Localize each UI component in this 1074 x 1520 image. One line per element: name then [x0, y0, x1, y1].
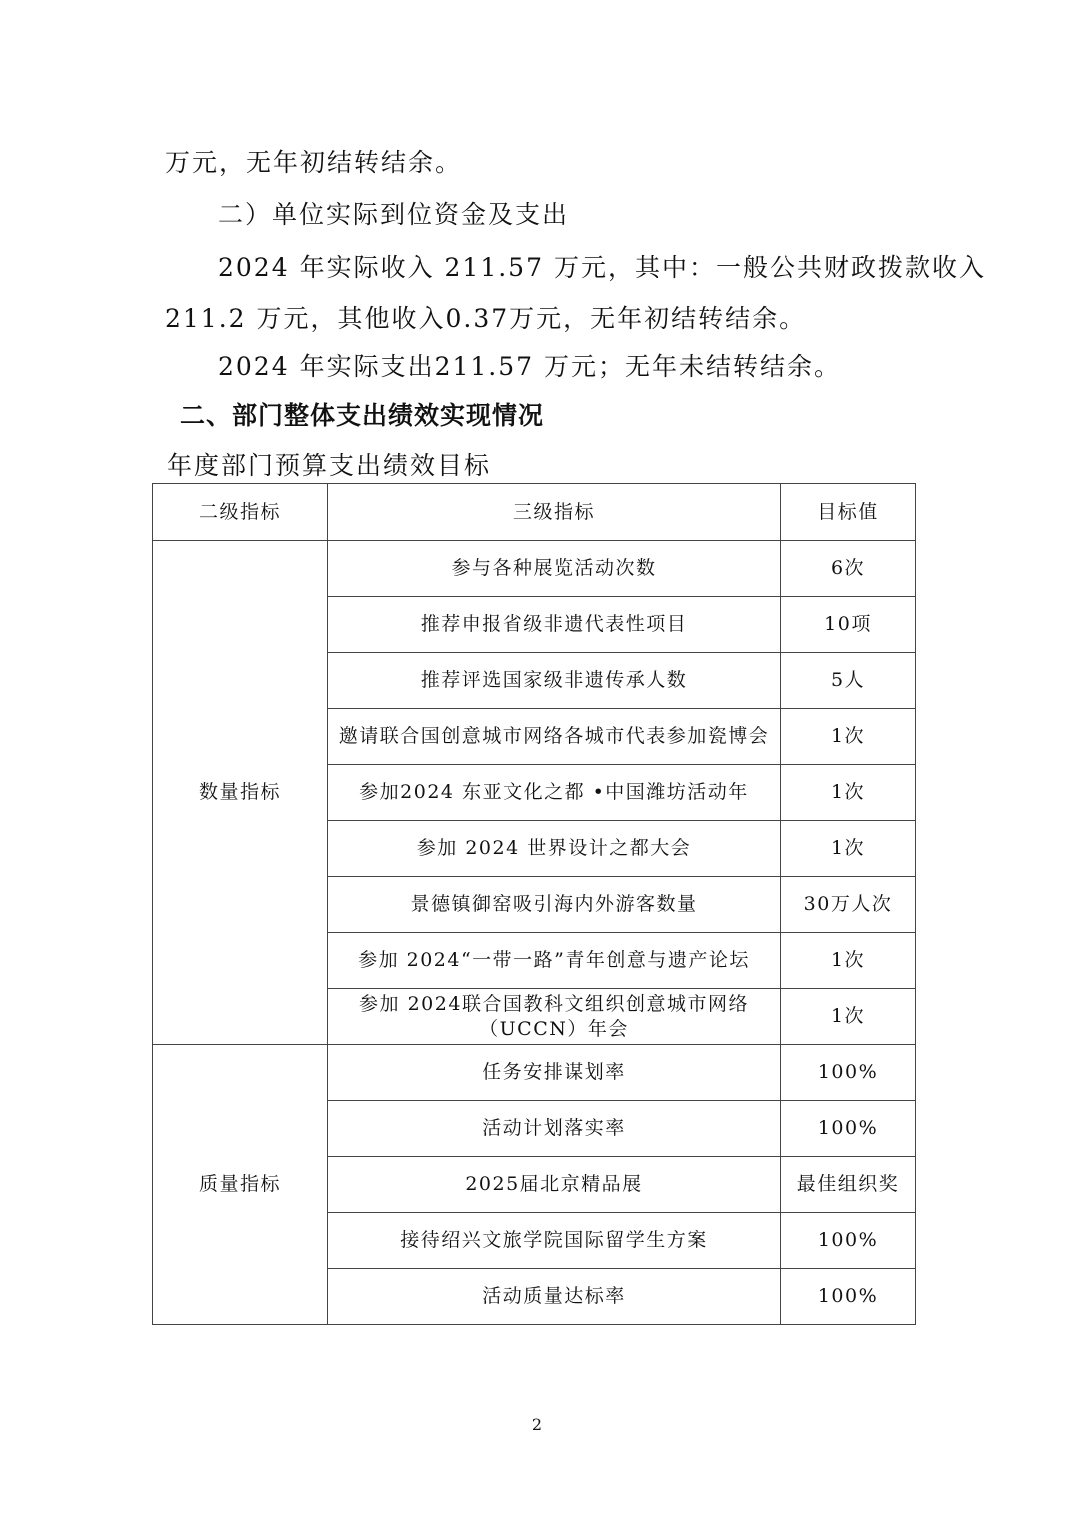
paragraph-carryover: 万元，无年初结转结余。 [165, 148, 463, 177]
target-cell: 5人 [781, 653, 916, 709]
header-level3: 三级指标 [328, 484, 781, 541]
table-row [153, 541, 916, 597]
group-label-quality: 质量指标 [153, 1045, 328, 1325]
paragraph-expenditure: 2024 年实际支出211.57 万元；无年未结转结余。 [218, 352, 841, 381]
level3-cell: 参加2024 东亚文化之都 •中国潍坊活动年 [328, 765, 781, 821]
target-cell: 1次 [781, 933, 916, 989]
paragraph-income-line2: 211.2 万元，其他收入0.37万元，无年初结转结余。 [165, 304, 807, 333]
table-caption: 年度部门预算支出绩效目标 [167, 451, 492, 480]
target-cell: 10项 [781, 597, 916, 653]
level3-cell: 邀请联合国创意城市网络各城市代表参加瓷博会 [328, 709, 781, 765]
table-row [153, 1045, 916, 1101]
page-number: 2 [531, 1415, 543, 1434]
level3-cell: 参加 2024联合国教科文组织创意城市网络（UCCN）年会 [328, 989, 781, 1045]
table-header-row [153, 484, 916, 541]
target-cell: 1次 [781, 989, 916, 1045]
level3-cell: 活动质量达标率 [328, 1269, 781, 1325]
level3-cell: 推荐申报省级非遗代表性项目 [328, 597, 781, 653]
level3-cell: 景德镇御窑吸引海内外游客数量 [328, 877, 781, 933]
section-heading: 二、部门整体支出绩效实现情况 [180, 401, 545, 430]
target-cell: 最佳组织奖 [781, 1157, 916, 1213]
level3-cell: 参加 2024“一带一路”青年创意与遗产论坛 [328, 933, 781, 989]
level3-cell: 2025届北京精品展 [328, 1157, 781, 1213]
target-cell: 30万人次 [781, 877, 916, 933]
level3-cell: 接待绍兴文旅学院国际留学生方案 [328, 1213, 781, 1269]
level3-cell: 推荐评选国家级非遗传承人数 [328, 653, 781, 709]
target-cell: 1次 [781, 709, 916, 765]
target-cell: 100% [781, 1213, 916, 1269]
group-label-quantity: 数量指标 [153, 541, 328, 1045]
target-cell: 1次 [781, 821, 916, 877]
target-cell: 100% [781, 1269, 916, 1325]
header-target: 目标值 [781, 484, 916, 541]
level3-cell: 参与各种展览活动次数 [328, 541, 781, 597]
target-cell: 100% [781, 1045, 916, 1101]
target-cell: 100% [781, 1101, 916, 1157]
level3-cell: 任务安排谋划率 [328, 1045, 781, 1101]
header-level2: 二级指标 [153, 484, 328, 541]
paragraph-income-line1: 2024 年实际收入 211.57 万元，其中：一般公共财政拨款收入 [218, 253, 986, 282]
level3-cell: 参加 2024 世界设计之都大会 [328, 821, 781, 877]
performance-table [152, 483, 916, 1325]
target-cell: 1次 [781, 765, 916, 821]
target-cell: 6次 [781, 541, 916, 597]
subheading-actual-funds: 二）单位实际到位资金及支出 [218, 200, 570, 229]
level3-cell: 活动计划落实率 [328, 1101, 781, 1157]
